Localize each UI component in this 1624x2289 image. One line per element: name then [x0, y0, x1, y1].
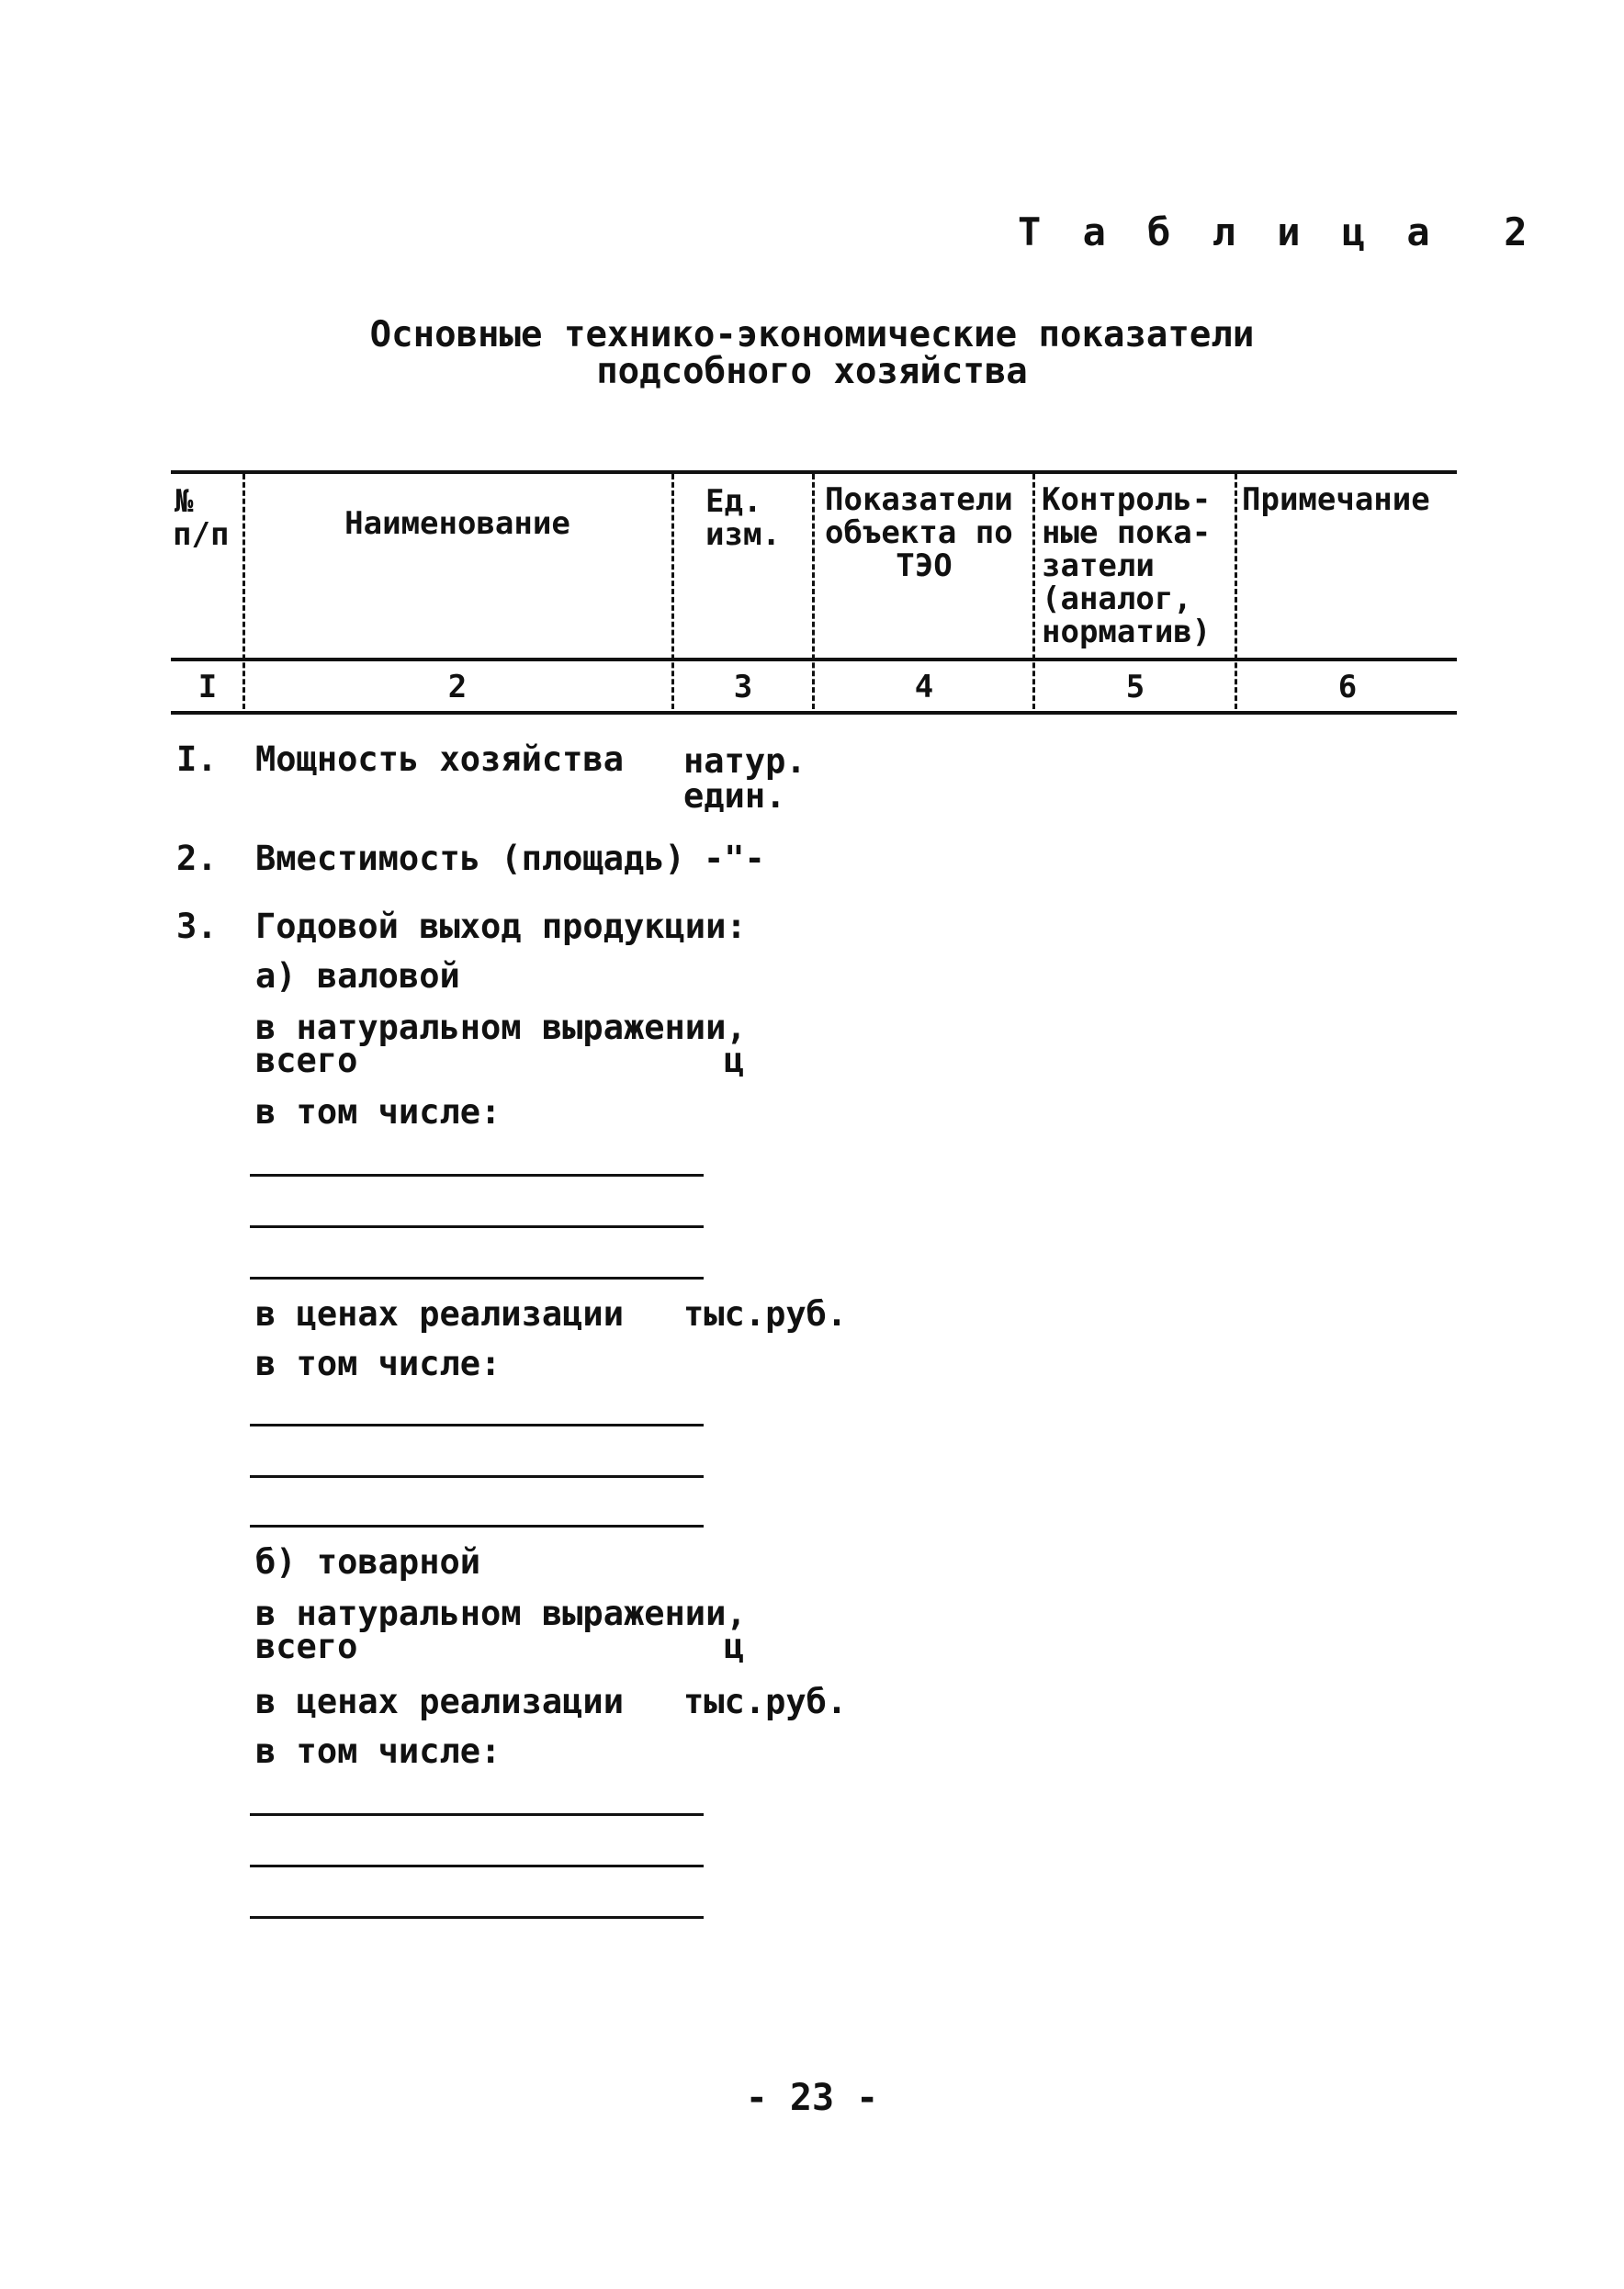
unit-thousand-rubles: тыс.руб.	[683, 1682, 848, 1721]
header-control-line5: норматив)	[1042, 614, 1212, 650]
natural-terms-label: в натуральном выражении,	[255, 1594, 747, 1633]
table-label: Т а б л и ц а 2	[1018, 209, 1537, 254]
column-number: I	[197, 669, 218, 705]
item-unit: -"-	[704, 839, 765, 878]
header-feasibility-line3: ТЭО	[896, 547, 953, 584]
column-divider	[242, 474, 245, 709]
natural-terms-total: всего	[255, 1041, 358, 1080]
column-number: 5	[1125, 669, 1145, 705]
header-unit-line2: изм.	[705, 516, 781, 553]
header-control-line2: ные пока-	[1042, 514, 1212, 551]
item-unit: един.	[683, 776, 786, 816]
item-name: Годовой выход продукции:	[255, 907, 747, 946]
column-numbers-bottom-rule	[171, 711, 1457, 715]
fill-in-line	[250, 1424, 704, 1426]
including-label: в том числе:	[255, 1344, 502, 1383]
column-divider	[1032, 474, 1035, 709]
column-number: 6	[1337, 669, 1358, 705]
header-control-line4: (аналог,	[1042, 581, 1192, 617]
fill-in-line	[250, 1865, 704, 1867]
unit-thousand-rubles: тыс.руб.	[683, 1294, 848, 1334]
natural-terms-label: в натуральном выражении,	[255, 1008, 747, 1047]
item-name: Вместимость (площадь)	[255, 839, 685, 878]
including-label: в том числе:	[255, 1731, 502, 1771]
item-number: I.	[176, 739, 218, 779]
fill-in-line	[250, 1916, 704, 1919]
unit-centner: ц	[724, 1627, 745, 1666]
item-name: Мощность хозяйства	[255, 739, 624, 779]
header-feasibility-line2: объекта по	[825, 514, 1013, 551]
fill-in-line	[250, 1475, 704, 1478]
fill-in-line	[250, 1225, 704, 1228]
header-number-pp: п/п	[173, 516, 230, 553]
header-note: Примечание	[1242, 481, 1430, 518]
natural-terms-total: всего	[255, 1627, 358, 1666]
header-feasibility-line1: Показатели	[825, 481, 1013, 518]
header-number-symbol: №	[175, 483, 194, 520]
including-label: в том числе:	[255, 1092, 502, 1132]
column-number: 3	[733, 669, 753, 705]
fill-in-line	[250, 1277, 704, 1280]
header-control-line1: Контроль-	[1042, 481, 1212, 518]
item-unit: натур.	[683, 741, 806, 781]
column-divider	[1235, 474, 1237, 709]
fill-in-line	[250, 1813, 704, 1816]
column-divider	[812, 474, 815, 709]
subsection-gross: а) валовой	[255, 956, 460, 996]
item-number: 2.	[176, 839, 218, 878]
item-number: 3.	[176, 907, 218, 946]
page-number: - 23 -	[745, 2077, 879, 2119]
column-number: 2	[447, 669, 468, 705]
subsection-marketable: б) товарной	[255, 1542, 481, 1582]
sale-prices-label: в ценах реализации	[255, 1294, 624, 1334]
table-title-line1: Основные технико-экономические показатели	[369, 314, 1255, 355]
fill-in-line	[250, 1174, 704, 1177]
table-title-line2: подсобного хозяйства	[596, 351, 1028, 392]
sale-prices-label: в ценах реализации	[255, 1682, 624, 1721]
fill-in-line	[250, 1525, 704, 1528]
column-number: 4	[914, 669, 934, 705]
unit-centner: ц	[724, 1041, 745, 1080]
header-name: Наименование	[344, 505, 570, 542]
header-control-line3: затели	[1042, 547, 1155, 584]
header-unit-line1: Ед.	[705, 483, 762, 520]
